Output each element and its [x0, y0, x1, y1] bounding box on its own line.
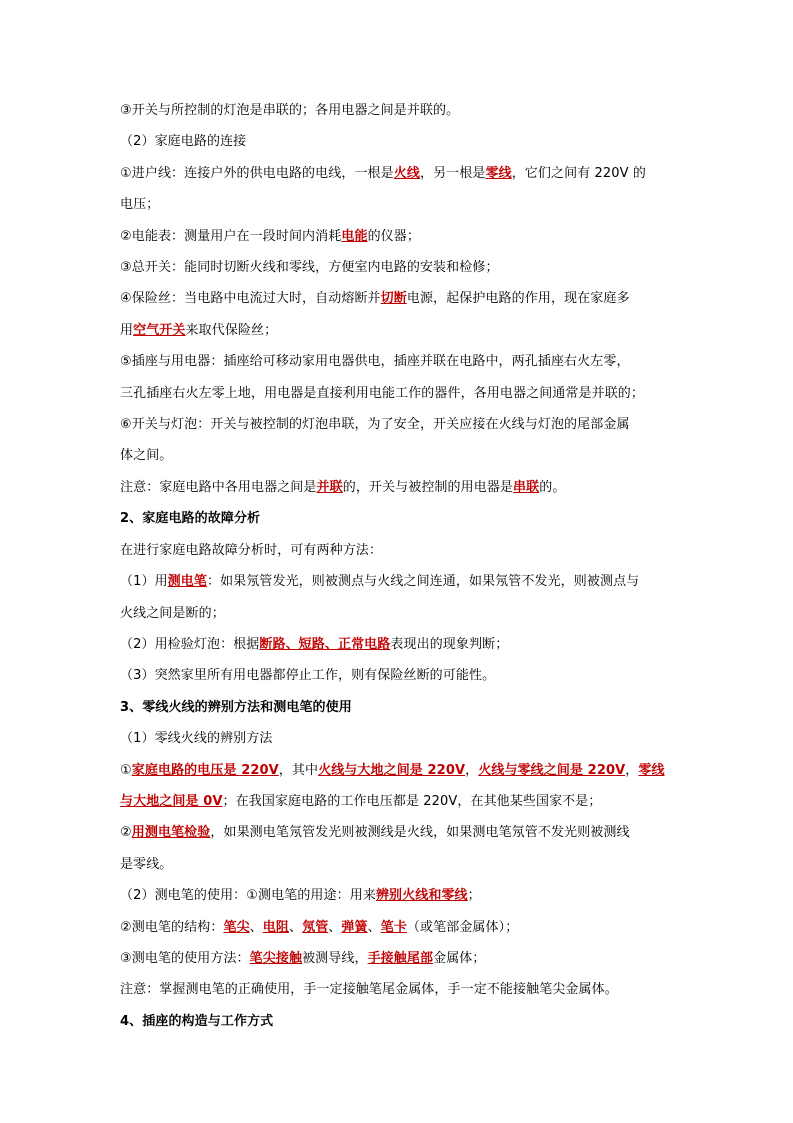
text-line [120, 849, 675, 880]
text-line [120, 95, 675, 126]
text-line [120, 817, 675, 848]
text-segment: ：如果氖管发光，则被测点与火线之间连通，如果氖管不发光，则被测点与 [206, 574, 640, 590]
text-segment: 用 [120, 322, 134, 338]
keyword-highlight: 笔卡 [380, 919, 407, 935]
text-segment: ， [625, 762, 639, 778]
text-segment: 火线之间是断的； [120, 605, 225, 621]
text-segment: 金属体； [433, 950, 486, 966]
text-segment: （2）用检验灯泡：根据 [120, 636, 260, 652]
text-segment: ，其中 [278, 762, 319, 778]
keyword-highlight: 用测电笔检验 [131, 825, 211, 841]
text-segment: （2）测电笔的使用：①测电笔的用途：用来 [120, 888, 376, 904]
text-segment: ；在我国家庭电路的工作电压都是 220V，在其他某些国家不是； [222, 793, 602, 809]
text-segment: ； [467, 888, 481, 904]
text-segment: 电压； [120, 197, 160, 213]
keyword-highlight: 测电笔 [167, 574, 207, 590]
text-segment: 的仪器； [367, 228, 420, 244]
text-segment: 、 [367, 919, 381, 935]
text-segment: ， [465, 762, 479, 778]
text-segment: （3）突然家里所有用电器都停止工作，则有保险丝断的可能性。 [120, 668, 496, 684]
keyword-highlight: 电阻 [262, 919, 289, 935]
text-line [120, 535, 675, 566]
text-segment: ③开关与所控制的灯泡是串联的；各用电器之间是并联的。 [120, 103, 460, 118]
text-segment: ②测电笔的结构： [120, 919, 224, 935]
text-line [120, 880, 675, 911]
keyword-highlight: 串联 [513, 479, 540, 495]
section-heading [120, 1006, 675, 1037]
text-segment: ⑤插座与用电器：插座给可移动家用电器供电，插座并联在电路中，两孔插座右火左零， [120, 354, 630, 370]
keyword-highlight: 火线 [393, 165, 420, 181]
text-segment: 是零线。 [120, 856, 173, 872]
text-segment: 2、家庭电路的故障分析 [120, 511, 261, 527]
text-line [120, 378, 675, 409]
text-line [120, 346, 675, 377]
text-segment: ② [120, 825, 132, 841]
text-segment: 注意：家庭电路中各用电器之间是 [120, 479, 317, 495]
text-segment: 三孔插座右火左零上地，用电器是直接利用电能工作的器件，各用电器之间通常是并联的； [120, 385, 645, 401]
text-segment: 被测导线， [302, 950, 368, 966]
text-segment: 、 [249, 919, 263, 935]
keyword-highlight: 断路、短路、正常电路 [259, 636, 391, 652]
text-line [120, 629, 675, 660]
text-segment: ，如果测电笔氖管发光则被测线是火线，如果测电笔氖管不发光则被测线 [210, 825, 630, 841]
keyword-highlight: 零线 [638, 762, 665, 778]
keyword-highlight: 弹簧 [341, 919, 368, 935]
text-segment: 、 [288, 919, 303, 935]
text-segment: 的。 [539, 479, 566, 495]
text-line [120, 126, 675, 157]
text-line [120, 440, 675, 471]
keyword-highlight: 火线与大地之间是 220V [318, 762, 466, 778]
text-line [120, 283, 675, 314]
text-segment: 电源，起保护电路的作用，现在家庭多 [406, 291, 630, 307]
text-line [120, 221, 675, 252]
text-line [120, 158, 675, 189]
text-segment: ②电能表：测量用户在一段时间内消耗 [120, 228, 342, 244]
text-line [120, 566, 675, 597]
text-segment: 体之间。 [120, 448, 173, 464]
document-page [120, 95, 675, 1037]
text-line [120, 189, 675, 220]
text-segment: （1）零线火线的辨别方法 [120, 731, 273, 747]
text-segment: （2）家庭电路的连接 [120, 134, 247, 150]
text-segment: 来取代保险丝； [185, 322, 278, 338]
text-segment: ④保险丝：当电路中电流过大时，自动熔断并 [120, 291, 381, 307]
text-segment: ，它们之间有 220V 的 [511, 165, 646, 181]
text-line [120, 943, 675, 974]
text-segment: ⑥开关与灯泡：开关与被控制的灯泡串联，为了安全，开关应接在火线与灯泡的尾部金属 [120, 417, 630, 433]
text-segment: ① [120, 762, 132, 778]
section-heading [120, 503, 675, 534]
text-line [120, 598, 675, 629]
keyword-highlight: 笔尖接触 [249, 950, 303, 966]
text-line [120, 315, 675, 346]
section-heading [120, 692, 675, 723]
text-segment: 表现出的现象判断； [390, 636, 509, 652]
text-segment: 3、零线火线的辨别方法和测电笔的使用 [120, 699, 352, 715]
text-segment: 的，开关与被控制的用电器是 [342, 479, 514, 495]
keyword-highlight: 切断 [380, 291, 407, 307]
text-line [120, 912, 675, 943]
text-segment: ③测电笔的使用方法： [120, 950, 250, 966]
text-segment: ，另一根是 [419, 165, 486, 181]
text-line [120, 755, 675, 786]
keyword-highlight: 家庭电路的电压是 220V [131, 762, 279, 778]
text-line [120, 409, 675, 440]
keyword-highlight: 并联 [316, 479, 343, 495]
text-segment: （或笔部金属体）； [406, 919, 519, 935]
text-segment: 4、插座的构造与工作方式 [120, 1013, 274, 1029]
keyword-highlight: 氖管 [302, 919, 329, 935]
text-segment: ①进户线：连接户外的供电电路的电线，一根是 [120, 165, 394, 181]
text-line [120, 252, 675, 283]
text-line [120, 723, 675, 754]
text-line [120, 472, 675, 503]
keyword-highlight: 电能 [341, 228, 368, 244]
keyword-highlight: 与大地之间是 0V [120, 793, 223, 809]
text-segment: 注意：掌握测电笔的正确使用，手一定接触笔尾金属体，手一定不能接触笔尖金属体。 [120, 982, 618, 998]
keyword-highlight: 辨别火线和零线 [375, 888, 468, 904]
text-line [120, 974, 675, 1005]
text-line [120, 660, 675, 691]
keyword-highlight: 笔尖 [223, 919, 250, 935]
text-line [120, 786, 675, 817]
text-segment: 在进行家庭电路故障分析时，可有两种方法： [120, 542, 383, 558]
text-segment: 、 [328, 919, 342, 935]
keyword-highlight: 空气开关 [133, 322, 186, 338]
keyword-highlight: 手接触尾部 [367, 950, 434, 966]
text-segment: ③总开关：能同时切断火线和零线，方便室内电路的安装和检修； [120, 260, 499, 276]
text-segment: （1）用 [120, 574, 168, 590]
keyword-highlight: 火线与零线之间是 220V [478, 762, 626, 778]
keyword-highlight: 零线 [485, 165, 512, 181]
